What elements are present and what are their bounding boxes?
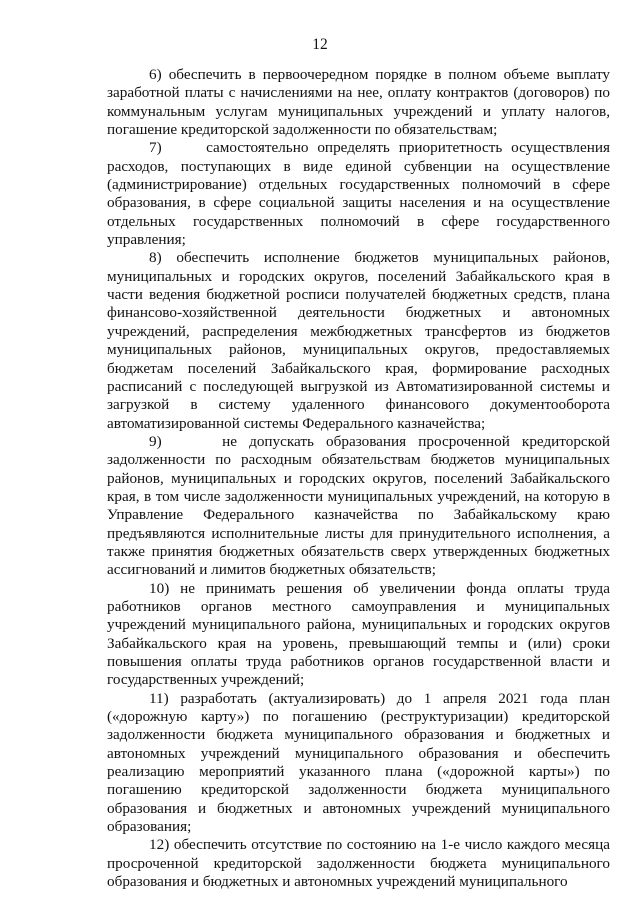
paragraph-item-9: 9) не допускать образования просроченной кредиторской задолженности по расходным обязательствам бюджетов муниципальных районов, муниципальных и городских округов, поселений Забайкальского края, в том числе задолженности муниципальных учреждений, на которую в Управление Федерального казначейства по Забайкальскому краю предъявляются исполнительные листы для принудительного исполнения, а также принятия бюджетных обязательств сверх утвержденных бюджетных ассигнований и лимитов бюджетных обязательств; <box>107 432 610 579</box>
paragraph-item-6: 6) обеспечить в первоочередном порядке в полном объеме выплату заработной платы с начислениями на нее, оплату контрактов (договоров) по коммунальным услугам муниципальных учреждений и уплату налогов, погашение кредиторской задолженности по обязательствам; <box>107 66 610 139</box>
paragraph-item-7: 7) самостоятельно определять приоритетность осуществления расходов, поступающих в виде единой субвенции на осуществление (администрирование) отдельных государственных полномочий в сфере образования, в сфере социальной защиты населения и на осуществление отдельных государственных полномочий в сфере государственного управления; <box>107 139 610 249</box>
page-number: 12 <box>312 36 328 53</box>
paragraph-item-10: 10) не принимать решения об увеличении фонда оплаты труда работников органов местного самоуправления и муниципальных учреждений муниципального района, муниципальных и городских округов Забайкальского края на уровень, превышающий темпы и (или) сроки повышения оплаты труда работников органов государственной власти и государственных учреждений; <box>107 579 610 689</box>
paragraph-item-12: 12) обеспечить отсутствие по состоянию на 1-е число каждого месяца просроченной кредиторской задолженности бюджета муниципального образования и бюджетных и автономных учреждений муниципального <box>107 836 610 891</box>
document-body <box>107 66 610 891</box>
paragraph-item-8: 8) обеспечить исполнение бюджетов муниципальных районов, муниципальных и городских округов, поселений Забайкальского края в части ведения бюджетной росписи получателей бюджетных средств, плана финансово-хозяйственной деятельности бюджетных и автономных учреждений, распределения межбюджетных трансфертов из бюджетов муниципальных районов, муниципальных округов, предоставляемых бюджетам поселений Забайкальского края, формирование расходных расписаний с последующей выгрузкой из Автоматизированной системы и загрузкой в систему удаленного финансового документооборота автоматизированной системы Федерального казначейства; <box>107 249 610 432</box>
paragraph-item-11: 11) разработать (актуализировать) до 1 апреля 2021 года план («дорожную карту») по погашению (реструктуризации) кредиторской задолженности бюджета муниципального образования и бюджетных и автономных учреждений муниципального образования и обеспечить реализацию мероприятий указанного плана («дорожной карты») по погашению кредиторской задолженности бюджета муниципального образования и бюджетных и автономных учреждений муниципального образования; <box>107 689 610 836</box>
